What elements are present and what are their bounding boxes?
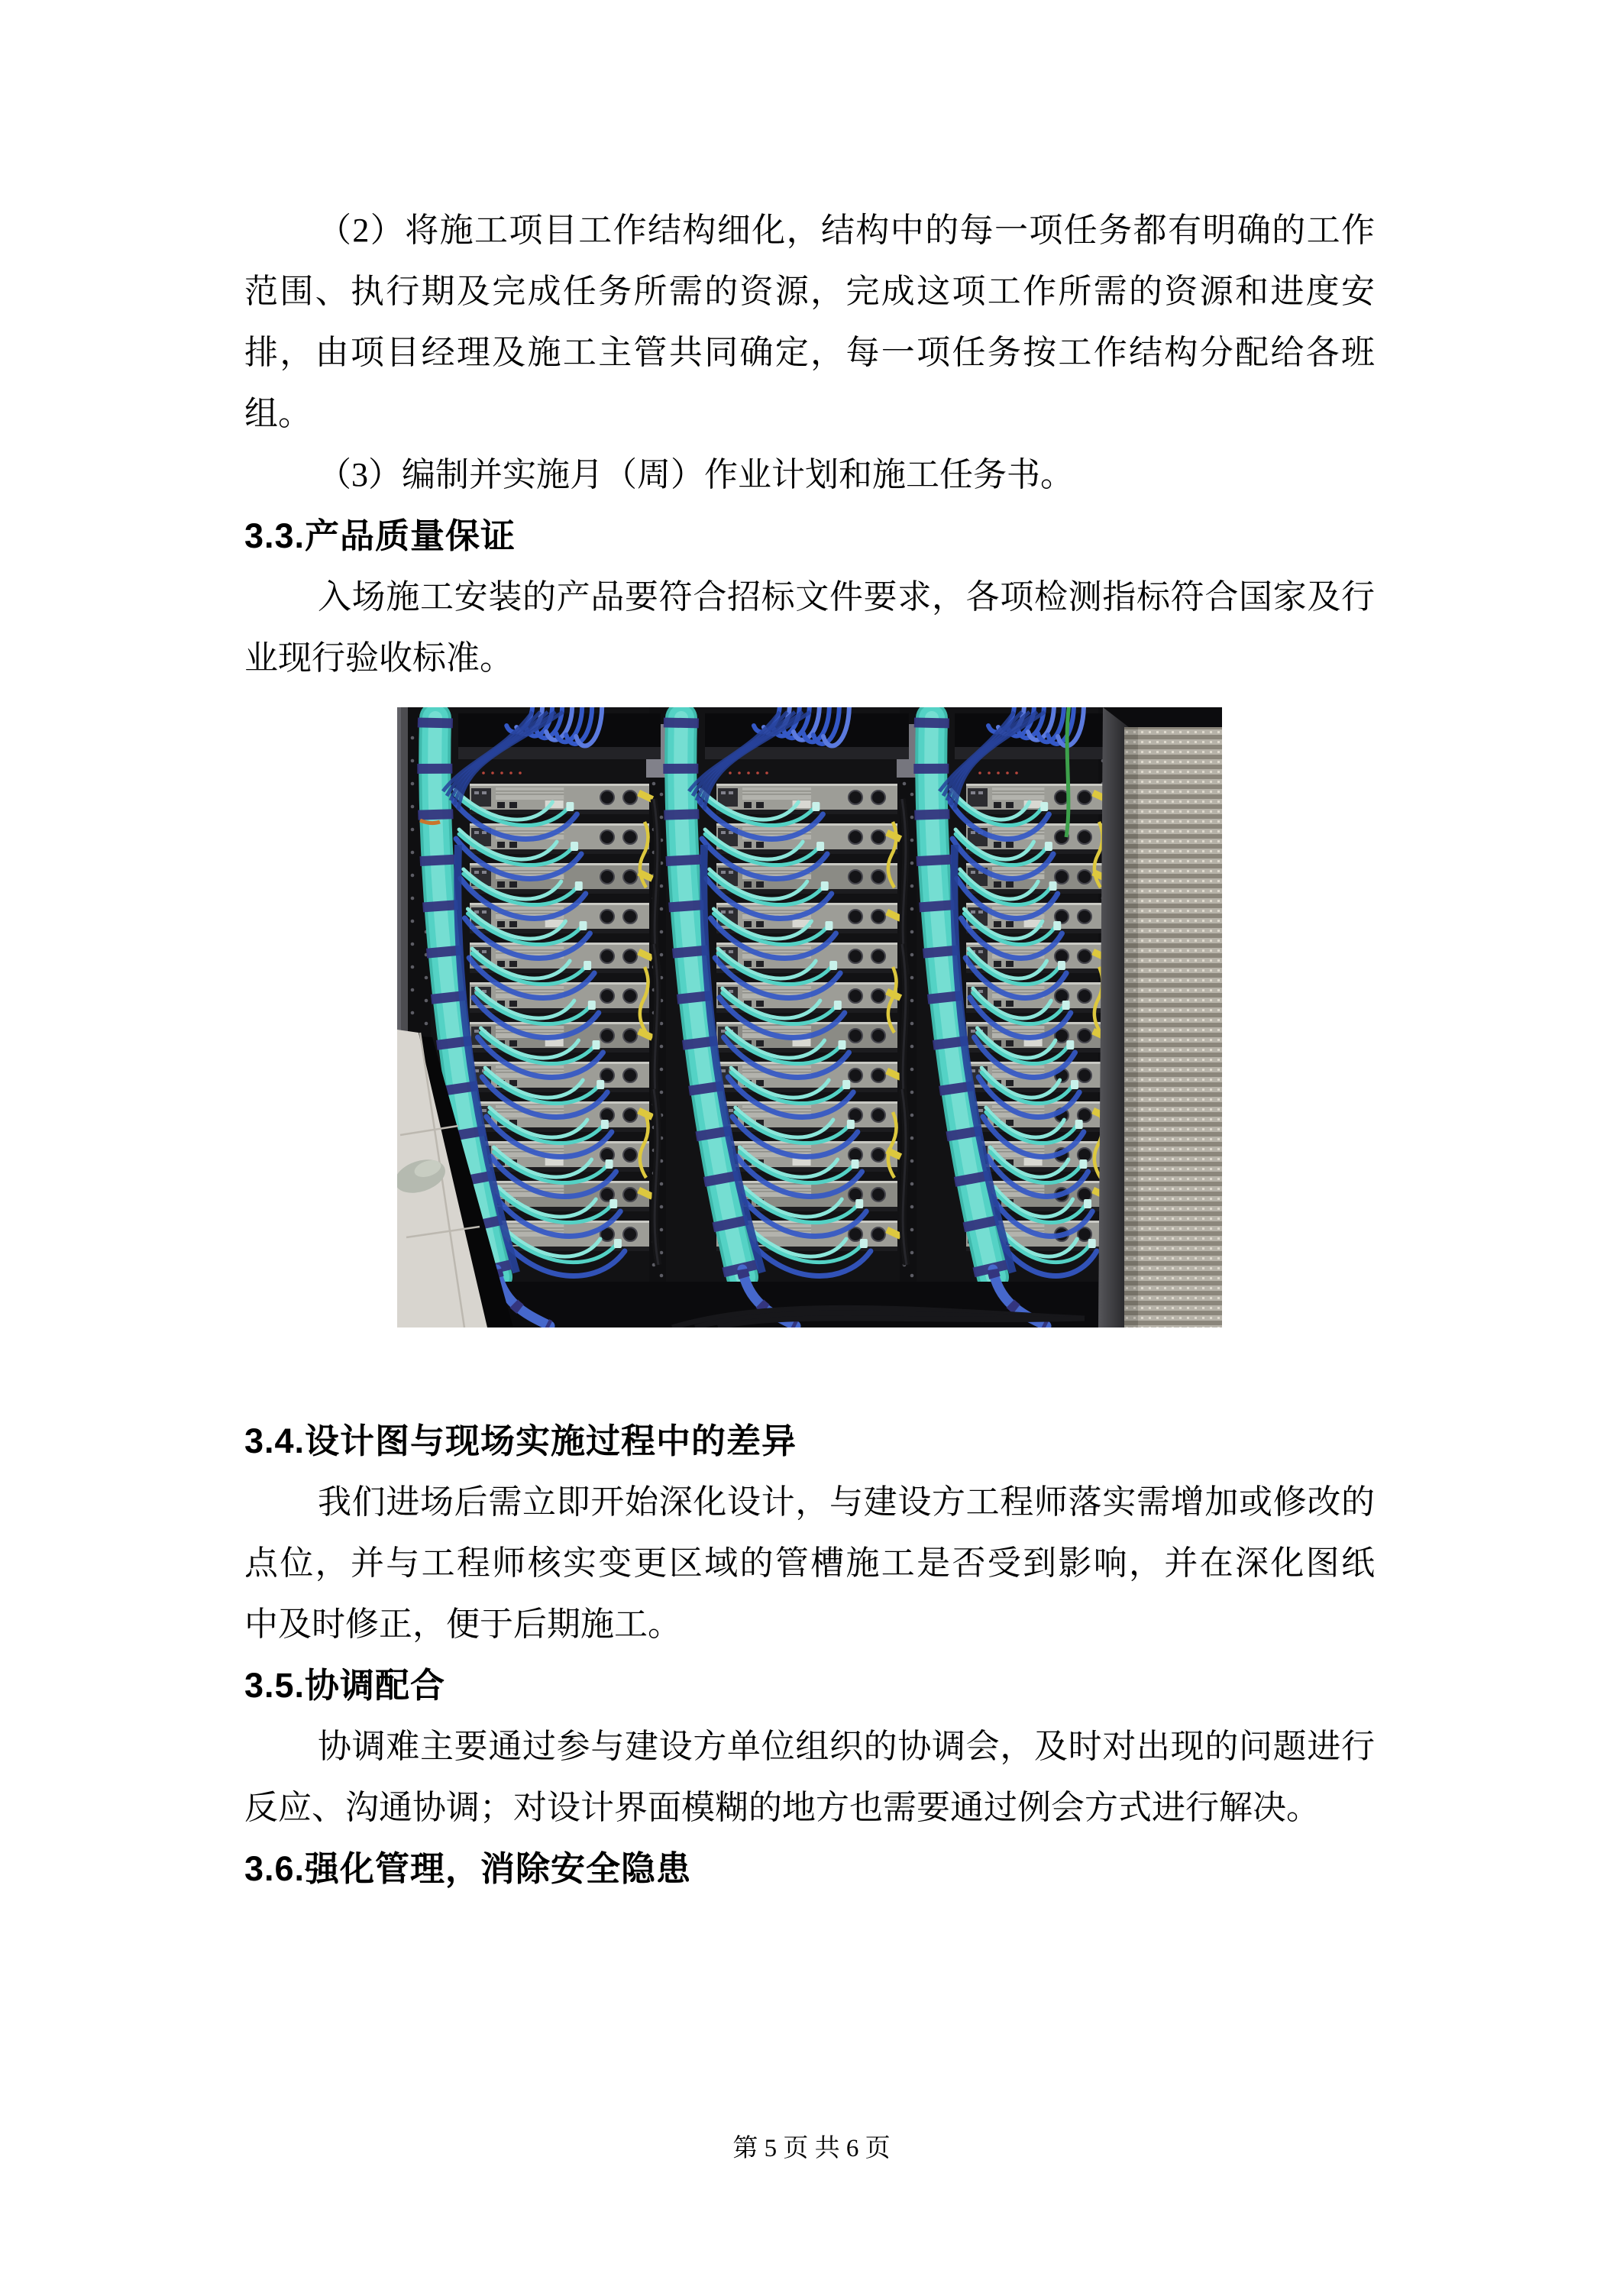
heading-3-4: 3.4.设计图与现场实施过程中的差异 bbox=[244, 1421, 797, 1460]
page-footer: 第 5 页 共 6 页 bbox=[732, 2135, 891, 2162]
figure-server-racks bbox=[397, 707, 1222, 1327]
text-line: （3）编制并实施月（周）作业计划和施工任务书。 bbox=[318, 456, 1074, 493]
paragraph-3 bbox=[244, 445, 1375, 506]
heading-3-3: 3.3.产品质量保证 bbox=[244, 516, 516, 555]
document-body bbox=[244, 200, 1375, 1900]
text-line: 中及时修正，便于后期施工。 bbox=[244, 1606, 681, 1643]
text-line: （2）将施工项目工作结构细化，结构中的每一项任务都有明确的工作 bbox=[318, 212, 1375, 249]
paragraph-3-4 bbox=[244, 1472, 1375, 1655]
text-line: 反应、沟通协调；对设计界面模糊的地方也需要通过例会方式进行解决。 bbox=[244, 1789, 1320, 1826]
heading-3-6: 3.6.强化管理，消除安全隐患 bbox=[244, 1849, 692, 1888]
text-line: 组。 bbox=[244, 395, 312, 432]
text-line: 点位，并与工程师核实变更区域的管槽施工是否受到影响，并在深化图纸 bbox=[244, 1544, 1375, 1582]
text-line: 协调难主要通过参与建设方单位组织的协调会，及时对出现的问题进行 bbox=[318, 1728, 1375, 1765]
text-line: 业现行验收标准。 bbox=[244, 639, 513, 677]
text-line: 范围、执行期及完成任务所需的资源，完成这项工作所需的资源和进度安 bbox=[244, 273, 1375, 310]
paragraph-3-5 bbox=[244, 1716, 1375, 1838]
text-line: 入场施工安装的产品要符合招标文件要求，各项检测指标符合国家及行 bbox=[318, 578, 1375, 616]
paragraph-3-3 bbox=[244, 567, 1375, 689]
heading-3-5: 3.5.协调配合 bbox=[244, 1666, 446, 1705]
text-line: 我们进场后需立即开始深化设计，与建设方工程师落实需增加或修改的 bbox=[318, 1483, 1375, 1521]
paragraph-2 bbox=[244, 200, 1375, 445]
server-rack-photo bbox=[397, 707, 1222, 1327]
text-line: 排，由项目经理及施工主管共同确定，每一项任务按工作结构分配给各班 bbox=[244, 334, 1375, 371]
